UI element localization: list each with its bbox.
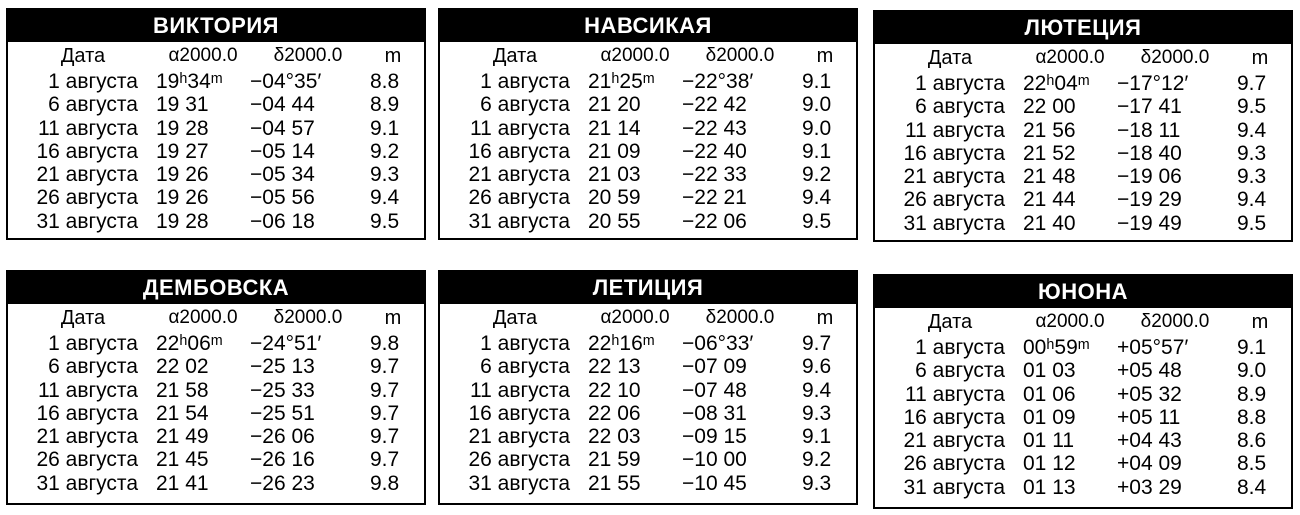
cell-dec: −04°35′ <box>250 70 322 93</box>
table-row <box>440 379 856 402</box>
cell-date: 31 августа <box>36 209 138 233</box>
cell-dec: −26 23 <box>250 471 315 495</box>
table-row <box>8 140 424 163</box>
table-rows <box>440 70 856 233</box>
cell-date: 26 августа <box>468 186 570 210</box>
cell-dec: −10 45 <box>682 471 747 495</box>
cell-mag: 9.0 <box>802 116 832 140</box>
cell-dec: −24°51′ <box>250 332 322 355</box>
cell-ra: 22 10 <box>588 378 641 402</box>
cell-dec: −06 18 <box>250 209 315 233</box>
cell-mag: 9.5 <box>370 209 400 233</box>
table-header <box>875 44 1291 72</box>
table-row <box>8 355 424 378</box>
table-row <box>8 402 424 425</box>
cell-mag: 9.7 <box>370 401 400 425</box>
cell-ra: 01 12 <box>1023 452 1076 476</box>
cell-ra: 21 49 <box>156 425 209 449</box>
cell-ra: 01 03 <box>1023 359 1076 383</box>
cell-ra: 21 20 <box>588 93 641 117</box>
cell-date: 6 августа <box>915 359 1005 383</box>
cell-mag: 8.8 <box>1237 405 1267 429</box>
cell-ra: 21 40 <box>1023 211 1076 235</box>
cell-ra: 21ʰ25ᵐ <box>588 70 655 93</box>
table-row <box>875 336 1291 359</box>
table-row <box>440 332 856 355</box>
ephemeris-table-dembowska <box>6 270 426 505</box>
cell-dec: −05 56 <box>250 186 315 210</box>
table-rows <box>875 336 1291 499</box>
cell-dec: +05 48 <box>1117 359 1182 383</box>
cell-mag: 8.5 <box>1237 452 1267 476</box>
cell-ra: 01 13 <box>1023 475 1076 499</box>
header-ra: α2000.0 <box>1035 311 1105 332</box>
header-dec: δ2000.0 <box>1140 311 1210 332</box>
table-title: НАВСИКАЯ <box>440 10 856 42</box>
table-row <box>440 210 856 233</box>
cell-ra: 21 56 <box>1023 118 1076 142</box>
cell-date: 21 августа <box>903 429 1005 453</box>
table-row <box>440 448 856 471</box>
cell-dec: −04 57 <box>250 116 315 140</box>
cell-ra: 21 58 <box>156 378 209 402</box>
cell-mag: 9.6 <box>802 355 832 379</box>
cell-ra: 21 52 <box>1023 141 1076 165</box>
cell-dec: −08 31 <box>682 401 747 425</box>
header-dec: δ2000.0 <box>705 307 775 328</box>
cell-dec: −18 11 <box>1117 118 1181 142</box>
header-ra: α2000.0 <box>168 307 238 328</box>
table-row <box>875 383 1291 406</box>
cell-dec: −07 48 <box>682 378 747 402</box>
cell-date: 1 августа <box>48 70 138 93</box>
cell-mag: 9.2 <box>370 139 400 163</box>
cell-mag: 9.0 <box>802 93 832 117</box>
cell-mag: 8.6 <box>1237 429 1267 453</box>
cell-dec: −05 14 <box>250 139 315 163</box>
cell-dec: −22 33 <box>682 163 747 187</box>
cell-date: 26 августа <box>903 452 1005 476</box>
cell-date: 11 августа <box>470 378 570 402</box>
header-ra: α2000.0 <box>168 45 238 66</box>
table-row <box>875 119 1291 142</box>
cell-dec: −17 41 <box>1117 95 1182 119</box>
cell-mag: 9.8 <box>370 471 400 495</box>
cell-dec: −17°12′ <box>1117 72 1189 95</box>
cell-date: 21 августа <box>903 165 1005 189</box>
cell-ra: 22 02 <box>156 355 209 379</box>
cell-date: 16 августа <box>36 401 138 425</box>
table-row <box>440 472 856 495</box>
cell-date: 31 августа <box>36 471 138 495</box>
cell-date: 16 августа <box>36 139 138 163</box>
table-row <box>875 476 1291 499</box>
header-date: Дата <box>492 45 538 67</box>
cell-mag: 9.5 <box>1237 95 1267 119</box>
cell-ra: 00ʰ59ᵐ <box>1023 336 1090 359</box>
table-row <box>875 72 1291 95</box>
cell-mag: 9.1 <box>1237 336 1267 359</box>
cell-mag: 9.1 <box>802 70 832 93</box>
table-row <box>440 140 856 163</box>
table-row <box>8 472 424 495</box>
header-dec: δ2000.0 <box>1140 47 1210 68</box>
cell-date: 6 августа <box>48 93 138 117</box>
header-date: Дата <box>60 307 106 329</box>
cell-mag: 9.7 <box>370 425 400 449</box>
cell-ra: 01 11 <box>1023 429 1074 453</box>
cell-mag: 9.2 <box>802 163 832 187</box>
header-date: Дата <box>927 47 973 69</box>
cell-dec: −25 51 <box>250 401 315 425</box>
cell-dec: −06°33′ <box>682 332 754 355</box>
table-rows <box>440 332 856 495</box>
cell-mag: 8.8 <box>370 70 400 93</box>
cell-date: 6 августа <box>480 93 570 117</box>
table-row <box>8 163 424 186</box>
cell-mag: 9.1 <box>802 139 832 163</box>
cell-date: 11 августа <box>38 116 138 140</box>
cell-mag: 8.9 <box>370 93 400 117</box>
cell-mag: 9.7 <box>370 448 400 472</box>
cell-ra: 21 45 <box>156 448 209 472</box>
cell-dec: −22 42 <box>682 93 747 117</box>
table-row <box>875 188 1291 211</box>
cell-date: 21 августа <box>468 425 570 449</box>
cell-ra: 19 28 <box>156 209 209 233</box>
cell-dec: −05 34 <box>250 163 315 187</box>
header-mag: m <box>384 45 402 67</box>
cell-ra: 19 31 <box>156 93 209 117</box>
cell-mag: 9.7 <box>802 332 832 355</box>
table-row <box>875 452 1291 475</box>
cell-mag: 9.7 <box>370 355 400 379</box>
header-date: Дата <box>927 311 973 333</box>
cell-dec: +05 32 <box>1117 382 1182 406</box>
cell-date: 26 августа <box>36 186 138 210</box>
cell-dec: −22 06 <box>682 209 747 233</box>
ephemeris-table-juno <box>873 274 1293 509</box>
table-row <box>440 163 856 186</box>
table-row <box>8 425 424 448</box>
table-row <box>440 425 856 448</box>
cell-mag: 9.3 <box>370 163 400 187</box>
cell-mag: 9.4 <box>802 378 832 402</box>
cell-dec: −19 29 <box>1117 188 1182 212</box>
cell-ra: 19 26 <box>156 186 209 210</box>
table-title: ЛЮТЕЦИЯ <box>875 12 1291 44</box>
table-row <box>440 70 856 93</box>
cell-dec: −18 40 <box>1117 141 1182 165</box>
cell-mag: 9.3 <box>1237 141 1267 165</box>
cell-date: 1 августа <box>480 70 570 93</box>
table-row <box>440 93 856 116</box>
cell-ra: 21 48 <box>1023 165 1076 189</box>
cell-date: 21 августа <box>468 163 570 187</box>
table-row <box>440 402 856 425</box>
header-mag: m <box>816 45 834 67</box>
cell-date: 1 августа <box>48 332 138 355</box>
cell-date: 1 августа <box>915 336 1005 359</box>
cell-ra: 21 03 <box>588 163 641 187</box>
cell-mag: 9.3 <box>802 471 832 495</box>
cell-mag: 9.3 <box>802 401 832 425</box>
table-header <box>8 304 424 332</box>
cell-ra: 22 13 <box>588 355 641 379</box>
cell-ra: 22ʰ04ᵐ <box>1023 72 1090 95</box>
table-rows <box>875 72 1291 235</box>
cell-ra: 01 09 <box>1023 405 1076 429</box>
cell-ra: 19 27 <box>156 139 209 163</box>
cell-mag: 9.4 <box>1237 118 1267 142</box>
cell-dec: +03 29 <box>1117 475 1182 499</box>
cell-date: 11 августа <box>905 382 1005 406</box>
table-row <box>875 212 1291 235</box>
header-dec: δ2000.0 <box>705 45 775 66</box>
cell-dec: −19 49 <box>1117 211 1182 235</box>
cell-date: 31 августа <box>468 471 570 495</box>
table-row <box>875 429 1291 452</box>
cell-dec: +05 11 <box>1117 405 1181 429</box>
cell-ra: 21 54 <box>156 401 209 425</box>
cell-mag: 8.4 <box>1237 475 1267 499</box>
table-row <box>875 359 1291 382</box>
cell-ra: 21 59 <box>588 448 641 472</box>
table-row <box>8 117 424 140</box>
cell-dec: −09 15 <box>682 425 747 449</box>
table-header <box>875 308 1291 336</box>
cell-dec: −19 06 <box>1117 165 1182 189</box>
cell-ra: 22 06 <box>588 401 641 425</box>
table-row <box>875 165 1291 188</box>
table-row <box>8 93 424 116</box>
cell-dec: −22 43 <box>682 116 747 140</box>
header-ra: α2000.0 <box>600 45 670 66</box>
cell-dec: −26 06 <box>250 425 315 449</box>
cell-date: 16 августа <box>903 141 1005 165</box>
header-date: Дата <box>60 45 106 67</box>
table-row <box>875 95 1291 118</box>
header-ra: α2000.0 <box>600 307 670 328</box>
cell-mag: 9.5 <box>802 209 832 233</box>
table-row <box>8 379 424 402</box>
table-rows <box>8 70 424 233</box>
cell-ra: 21 14 <box>588 116 641 140</box>
cell-mag: 9.1 <box>802 425 832 449</box>
table-row <box>8 186 424 209</box>
cell-date: 6 августа <box>48 355 138 379</box>
cell-mag: 9.4 <box>370 186 400 210</box>
cell-date: 16 августа <box>903 405 1005 429</box>
table-title: ВИКТОРИЯ <box>8 10 424 42</box>
cell-dec: −22 21 <box>682 186 747 210</box>
table-title: ЮНОНА <box>875 276 1291 308</box>
cell-ra: 21 55 <box>588 471 641 495</box>
ephemeris-table-nausikaa <box>438 8 858 240</box>
cell-mag: 9.4 <box>1237 188 1267 212</box>
cell-ra: 22ʰ06ᵐ <box>156 332 223 355</box>
ephemeris-table-victoria <box>6 8 426 240</box>
cell-mag: 9.4 <box>802 186 832 210</box>
cell-ra: 22 00 <box>1023 95 1076 119</box>
header-dec: δ2000.0 <box>273 45 343 66</box>
cell-mag: 9.5 <box>1237 211 1267 235</box>
table-row <box>8 210 424 233</box>
cell-dec: +05°57′ <box>1117 336 1189 359</box>
cell-date: 26 августа <box>36 448 138 472</box>
cell-ra: 21 44 <box>1023 188 1076 212</box>
cell-date: 21 августа <box>36 425 138 449</box>
cell-ra: 21 09 <box>588 139 641 163</box>
header-mag: m <box>384 307 402 329</box>
cell-date: 11 августа <box>905 118 1005 142</box>
cell-date: 16 августа <box>468 401 570 425</box>
cell-date: 6 августа <box>915 95 1005 119</box>
table-row <box>440 355 856 378</box>
table-row <box>440 186 856 209</box>
cell-dec: −10 00 <box>682 448 747 472</box>
header-ra: α2000.0 <box>1035 47 1105 68</box>
table-row <box>440 117 856 140</box>
cell-dec: −22°38′ <box>682 70 754 93</box>
header-date: Дата <box>492 307 538 329</box>
cell-mag: 9.1 <box>370 116 400 140</box>
header-mag: m <box>816 307 834 329</box>
table-row <box>8 70 424 93</box>
table-rows <box>8 332 424 495</box>
cell-date: 11 августа <box>470 116 570 140</box>
cell-date: 16 августа <box>468 139 570 163</box>
cell-ra: 21 41 <box>156 471 209 495</box>
table-row <box>8 448 424 471</box>
cell-dec: +04 43 <box>1117 429 1182 453</box>
cell-mag: 9.7 <box>370 378 400 402</box>
table-title: ДЕМБОВСКА <box>8 272 424 304</box>
cell-mag: 9.3 <box>1237 165 1267 189</box>
cell-mag: 9.7 <box>1237 72 1267 95</box>
header-mag: m <box>1251 47 1269 69</box>
cell-ra: 22ʰ16ᵐ <box>588 332 655 355</box>
cell-mag: 9.8 <box>370 332 400 355</box>
table-row <box>8 332 424 355</box>
cell-ra: 01 06 <box>1023 382 1076 406</box>
cell-ra: 22 03 <box>588 425 641 449</box>
table-header <box>440 42 856 70</box>
header-dec: δ2000.0 <box>273 307 343 328</box>
cell-ra: 19 26 <box>156 163 209 187</box>
table-header <box>8 42 424 70</box>
cell-date: 1 августа <box>915 72 1005 95</box>
cell-ra: 20 55 <box>588 209 641 233</box>
cell-dec: −07 09 <box>682 355 747 379</box>
table-title: ЛЕТИЦИЯ <box>440 272 856 304</box>
ephemeris-table-laetitia <box>438 270 858 505</box>
cell-mag: 9.2 <box>802 448 832 472</box>
cell-date: 31 августа <box>903 475 1005 499</box>
cell-date: 11 августа <box>38 378 138 402</box>
cell-date: 1 августа <box>480 332 570 355</box>
cell-date: 26 августа <box>468 448 570 472</box>
cell-dec: +04 09 <box>1117 452 1182 476</box>
cell-date: 6 августа <box>480 355 570 379</box>
cell-date: 31 августа <box>903 211 1005 235</box>
cell-date: 31 августа <box>468 209 570 233</box>
cell-mag: 8.9 <box>1237 382 1267 406</box>
cell-dec: −26 16 <box>250 448 315 472</box>
cell-dec: −25 13 <box>250 355 315 379</box>
table-header <box>440 304 856 332</box>
table-row <box>875 142 1291 165</box>
table-row <box>875 406 1291 429</box>
header-mag: m <box>1251 311 1269 333</box>
ephemeris-table-lutetia <box>873 10 1293 242</box>
cell-dec: −22 40 <box>682 139 747 163</box>
cell-dec: −25 33 <box>250 378 315 402</box>
cell-ra: 19ʰ34ᵐ <box>156 70 223 93</box>
cell-dec: −04 44 <box>250 93 315 117</box>
cell-ra: 20 59 <box>588 186 641 210</box>
cell-mag: 9.0 <box>1237 359 1267 383</box>
cell-ra: 19 28 <box>156 116 209 140</box>
cell-date: 26 августа <box>903 188 1005 212</box>
cell-date: 21 августа <box>36 163 138 187</box>
